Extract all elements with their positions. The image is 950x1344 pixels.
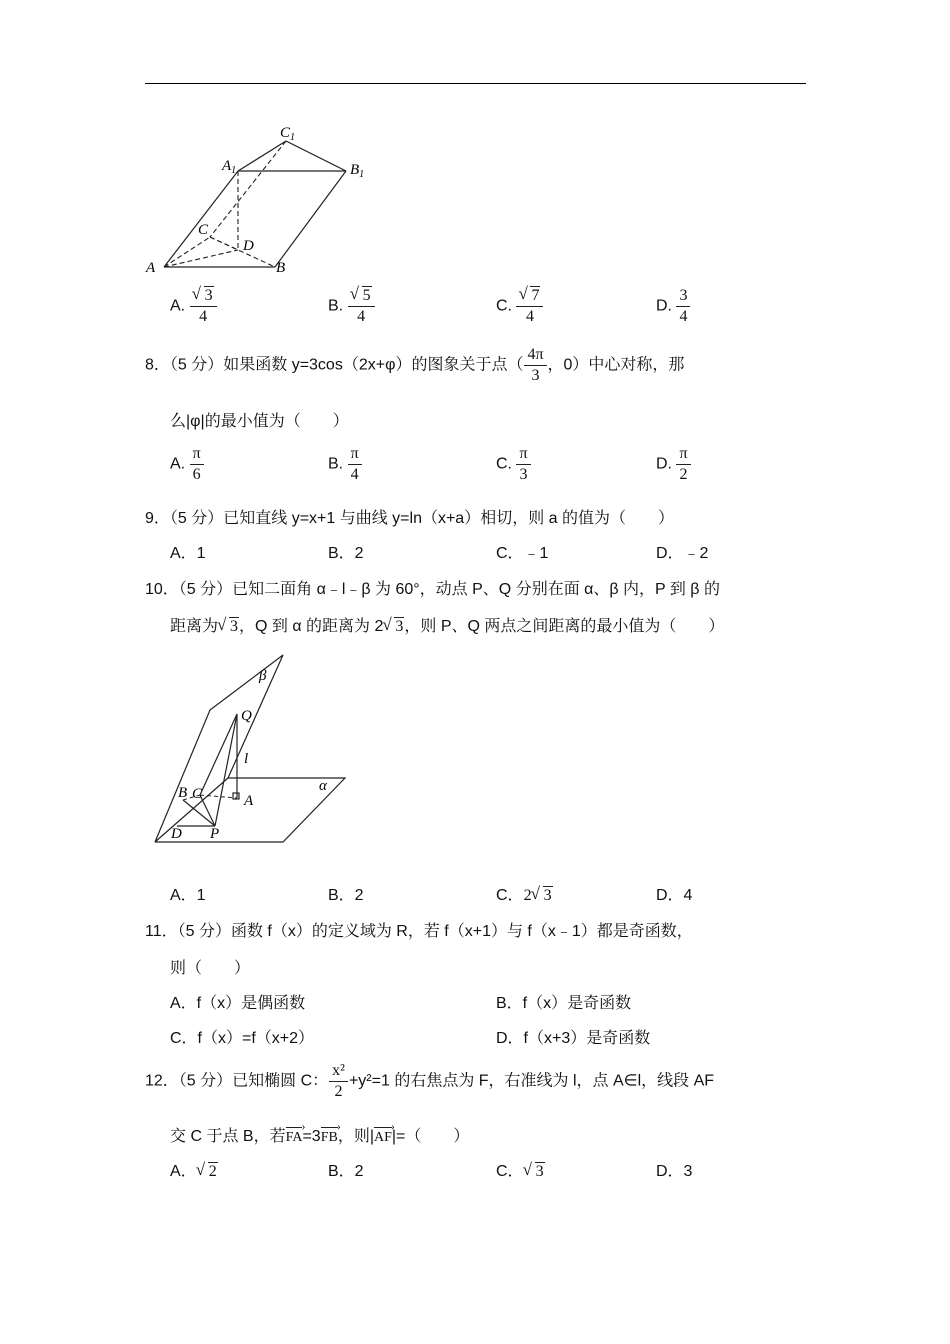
vector-fb: FB › [321,1130,338,1146]
header-rule [145,83,806,84]
q11-stem-line2: 则（ ） [170,960,251,977]
q10-option-a[interactable]: A．1 [170,887,206,904]
q10-label-b: B [178,785,188,801]
q9-stem: 9．（5 分）已知直线 y=x+1 与曲线 y=ln（x+a）相切，则 a 的值为（ ） [145,510,674,527]
q11-option-d[interactable]: D．f（x+3）是奇函数 [496,1030,651,1047]
q8-stem-line2: 么|φ|的最小值为（ ） [170,413,349,430]
q12-option-a[interactable]: A．√ 2 [170,1158,218,1181]
q7-label-c1: $C_1$ [280,125,296,143]
q7-label-a: A [146,260,156,276]
q9-option-c[interactable]: C．﹣1 [496,545,549,562]
q7-label-b: B [276,260,286,276]
q12-option-c[interactable]: C．√ 3 [496,1158,545,1181]
q10-label-alpha: α [319,778,327,794]
q7-label-c: C [198,222,209,238]
q12-option-b[interactable]: B．2 [328,1163,364,1180]
q10-label-beta: β [259,668,267,684]
q7-label-b1: $B_1$ [350,162,365,180]
q9-option-a[interactable]: A．1 [170,545,206,562]
q10-label-a: A [244,793,254,809]
q12-stem-line1: 12．（5 分）已知椭圆 C： $\frac{\text{x²}}{2}$ +y²=1 的右焦点为 F，右准线为 l，点 A∈l，线段 AF [145,1062,715,1100]
q10-label-p: P [210,826,220,842]
q10-stem-line1: 10．（5 分）已知二面角 α﹣l﹣β 为 60°，动点 P、Q 分别在面 α、β 内，P 到 β 的 [145,581,720,598]
vector-af: AF › [374,1130,392,1146]
q9-option-b[interactable]: B．2 [328,545,364,562]
q7-label-d: D [243,238,254,254]
q10-label-c: C [192,786,203,802]
q8-stem-line1: 8．（5 分）如果函数 y=3cos（2x+φ）的图象关于点（ $\frac{4\pi}{3}$ ，0）中心对称，那 [145,346,685,384]
q11-option-c[interactable]: C．f（x）=f（x+2） [170,1030,315,1047]
vector-fa: FA › [286,1130,303,1146]
q7-prism-figure [140,120,380,280]
q8-option-c[interactable]: C. $\frac{\pi}{3}$ [496,446,531,483]
q10-option-b[interactable]: B．2 [328,887,364,904]
q8-option-d[interactable]: D. $\frac{\pi}{2}$ [656,446,691,483]
q12-option-d[interactable]: D．3 [656,1163,693,1180]
q7-option-b[interactable]: B. √ $\frac{5}{4}$ [328,288,375,325]
q9-option-d[interactable]: D．﹣2 [656,545,709,562]
q10-option-c[interactable]: C．2√ 3 [496,882,553,905]
q10-dihedral-figure [145,650,360,850]
q11-option-b[interactable]: B．f（x）是奇函数 [496,995,632,1012]
q8-option-b[interactable]: B. $\frac{\pi}{4}$ [328,446,362,483]
q10-stem-line2: 距离为√ 3，Q 到 α 的距离为 2√ 3，则 P、Q 两点之间距离的最小值为（ ） [170,613,724,636]
q10-label-q: Q [241,708,252,724]
q11-option-a[interactable]: A．f（x）是偶函数 [170,995,306,1012]
q7-option-d[interactable]: D. $\frac{3}{4}$ [656,288,690,325]
q10-option-d[interactable]: D．4 [656,887,693,904]
q8-option-a[interactable]: A. $\frac{\pi}{6}$ [170,446,204,483]
q7-option-a[interactable]: A. √ $\frac{3}{4}$ [170,288,217,325]
q12-stem-line2: 交 C 于点 B，若FA ›=3FB ›，则|AF ›|=（ ） [170,1123,469,1146]
q7-option-c[interactable]: C. √ $\frac{7}{4}$ [496,288,543,325]
q7-label-a1: $A_1$ [222,158,237,176]
q10-label-d: D [171,826,182,842]
q11-stem-line1: 11．（5 分）函数 f（x）的定义域为 R，若 f（x+1）与 f（x﹣1）都是奇函数， [145,923,693,940]
q10-label-l: l [244,751,249,767]
